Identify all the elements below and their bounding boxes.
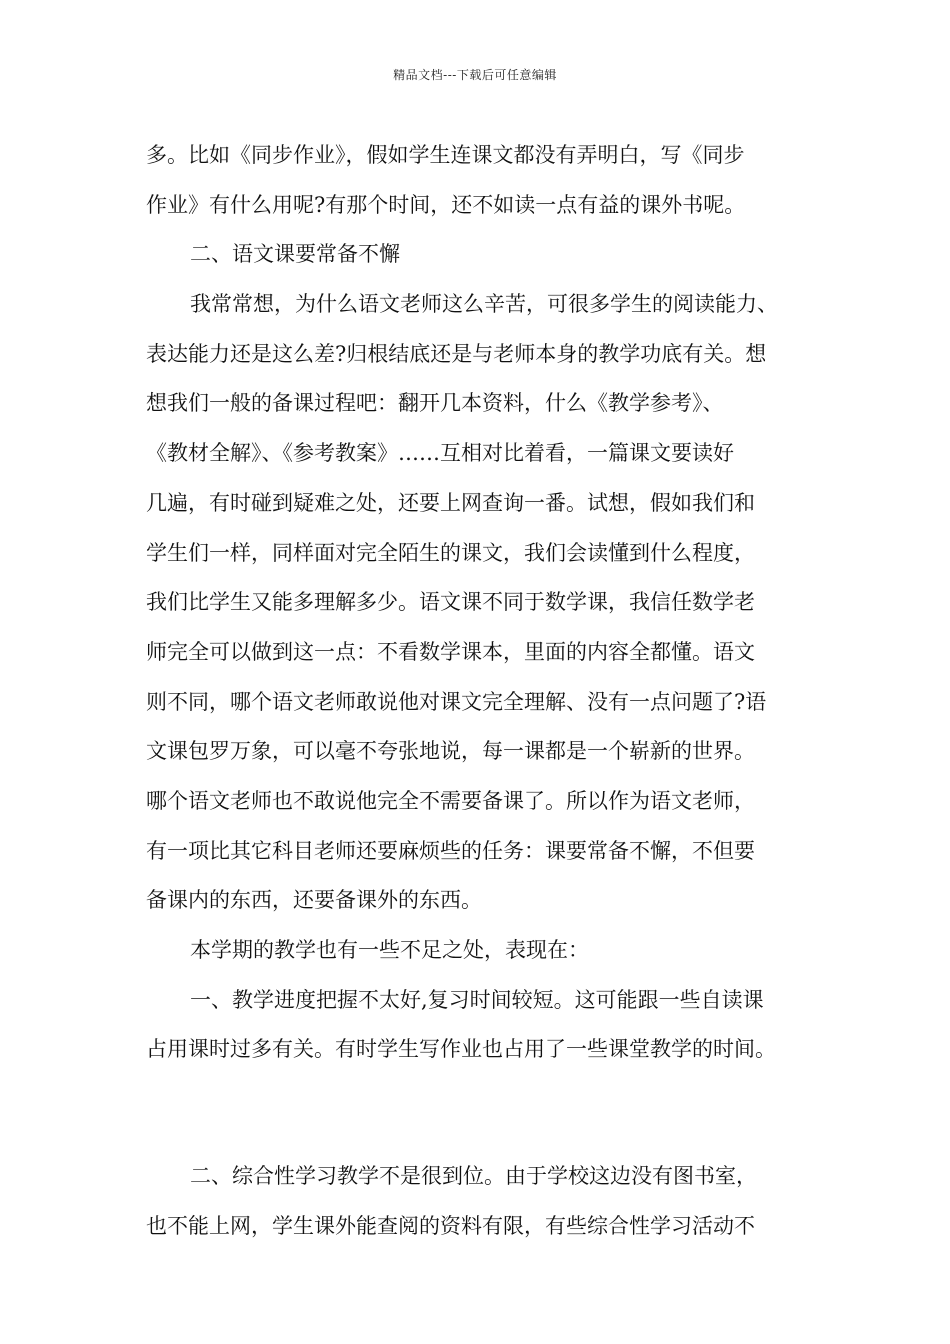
paragraph-gap bbox=[146, 1075, 814, 1152]
text-line: 本学期的教学也有一些不足之处，表现在： bbox=[190, 938, 589, 962]
text-line: 备课内的东西，还要备课外的东西。 bbox=[146, 888, 482, 913]
text-line: 文课包罗万象，可以毫不夸张地说，每一课都是一个崭新的世界。 bbox=[146, 739, 755, 764]
text-line: 想我们一般的备课过程吧：翻开几本资料，什么《教学参考》、 bbox=[146, 391, 724, 416]
text-line: 二、语文课要常备不懈 bbox=[190, 242, 400, 267]
text-line: 表达能力还是这么差?归根结底还是与老师本身的教学功底有关。想 bbox=[146, 341, 767, 366]
text-line: 占用课时过多有关。有时学生写作业也占用了一些课堂教学的时间。 bbox=[146, 1037, 776, 1062]
text-line: 一、教学进度把握不太好,复习时间较短。这可能跟一些自读课 bbox=[190, 987, 764, 1012]
text-line: 我们比学生又能多理解多少。语文课不同于数学课，我信任数学老 bbox=[146, 590, 755, 615]
page-header: 精品文档---下载后可任意编辑 bbox=[393, 68, 557, 82]
body-text bbox=[146, 131, 814, 1251]
text-line: 有一项比其它科目老师还要麻烦些的任务：课要常备不懈，不但要 bbox=[146, 838, 755, 863]
text-line: 几遍，有时碰到疑难之处，还要上网查询一番。试想，假如我们和 bbox=[146, 490, 755, 515]
text-line: 《教材全解》、《参考教案》……互相对比着看，一篇课文要读好 bbox=[146, 441, 734, 466]
text-line: 多。比如《同步作业》，假如学生连课文都没有弄明白，写《同步 bbox=[146, 143, 745, 167]
text-line: 二、综合性学习教学不是很到位。由于学校这边没有图书室， bbox=[190, 1164, 757, 1189]
text-line: 则不同，哪个语文老师敢说他对课文完全理解、没有一点问题了?语 bbox=[146, 689, 767, 714]
text-line: 师完全可以做到这一点：不看数学课本，里面的内容全都懂。语文 bbox=[146, 639, 755, 664]
text-line: 我常常想，为什么语文老师这么辛苦，可很多学生的阅读能力、 bbox=[190, 292, 778, 317]
text-line: 学生们一样，同样面对完全陌生的课文，我们会读懂到什么程度， bbox=[146, 540, 755, 565]
text-line: 作业》有什么用呢?有那个时间，还不如读一点有益的课外书呢。 bbox=[146, 192, 746, 217]
text-line: 哪个语文老师也不敢说他完全不需要备课了。所以作为语文老师， bbox=[146, 788, 755, 813]
text-line: 也不能上网，学生课外能查阅的资料有限，有些综合性学习活动不 bbox=[146, 1213, 755, 1238]
